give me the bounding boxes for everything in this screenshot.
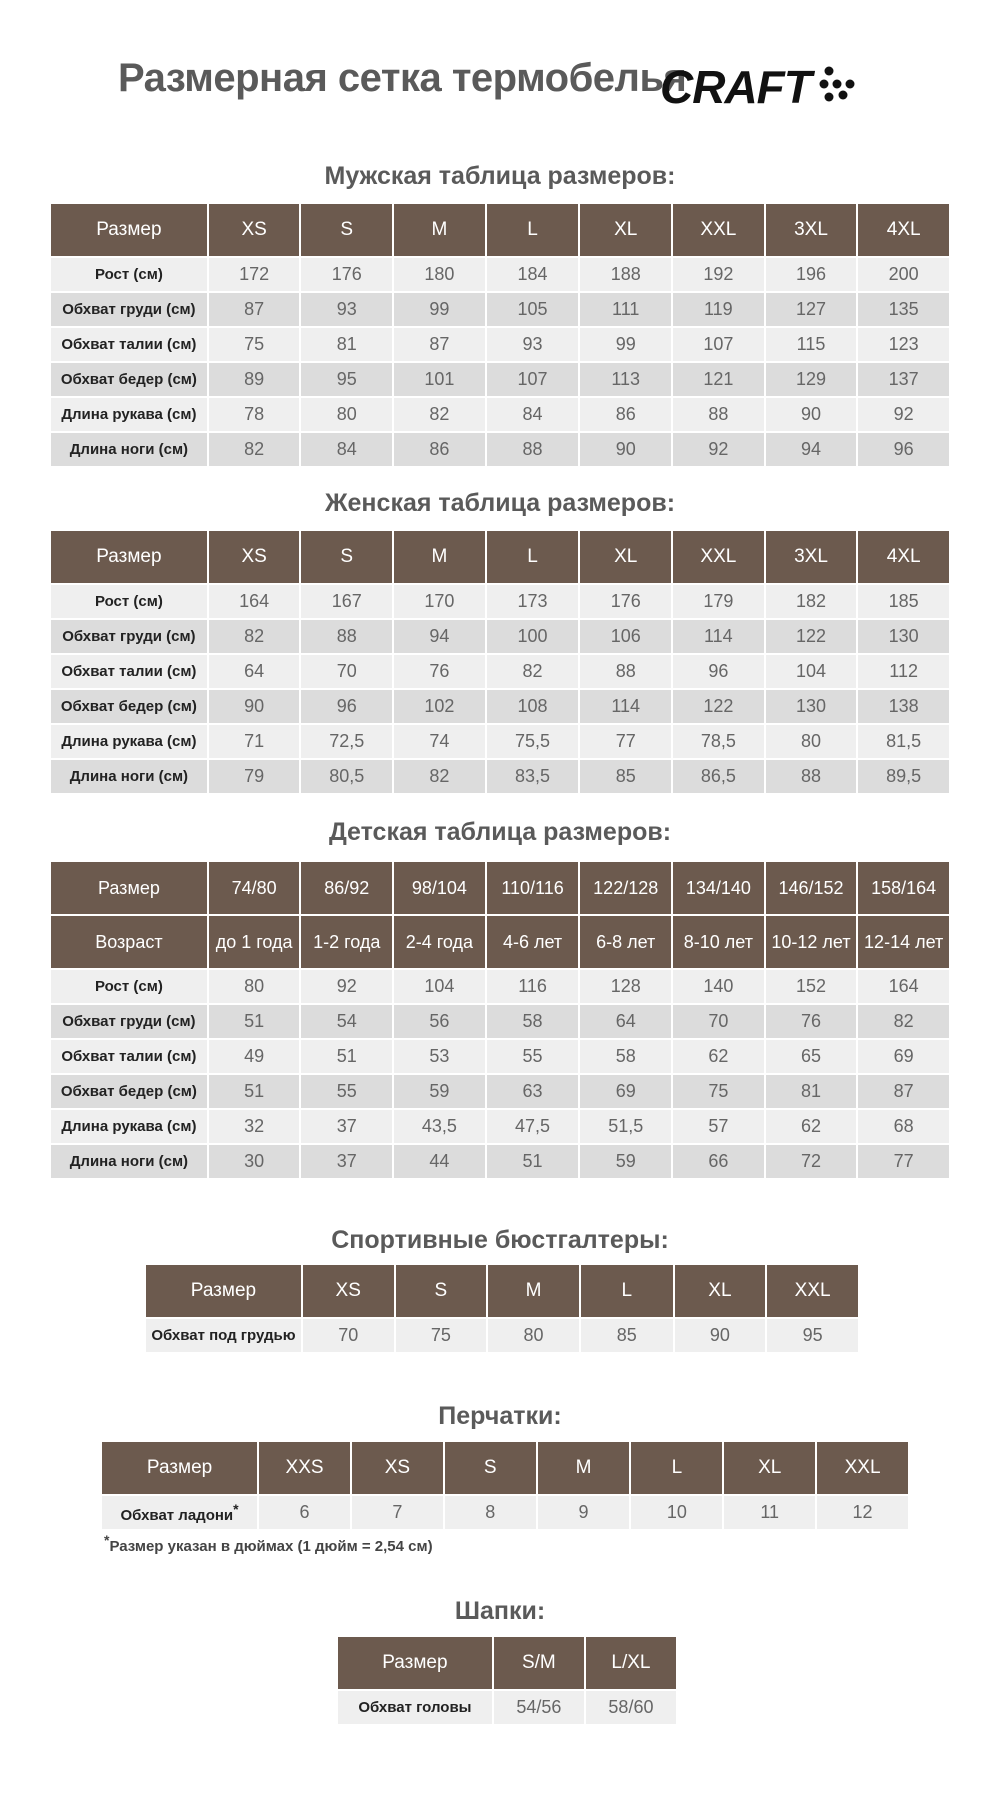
value-cell: 78,5 (673, 725, 764, 760)
value-cell: 92 (858, 398, 949, 433)
value-cell: 121 (673, 363, 764, 398)
measurement-label-cell: Обхват бедер (см) (51, 363, 207, 398)
value-cell: 96 (673, 655, 764, 690)
value-cell: 58 (580, 1040, 671, 1075)
value-cell: 152 (766, 970, 857, 1005)
value-cell: 70 (301, 655, 392, 690)
value-cell: 106 (580, 620, 671, 655)
value-cell: 200 (858, 258, 949, 293)
value-cell: 86 (394, 433, 485, 468)
value-cell: 116 (487, 970, 579, 1005)
table-header-row (338, 1637, 676, 1691)
measurement-label-cell: Обхват бедер (см) (51, 690, 207, 725)
size-header-cell: L (487, 531, 579, 585)
table-row (51, 970, 949, 1005)
table-row (51, 363, 949, 398)
value-cell: 164 (858, 970, 949, 1005)
value-cell: 78 (209, 398, 300, 433)
value-cell: 54 (301, 1005, 392, 1040)
table-row (51, 1005, 949, 1040)
value-cell: 95 (301, 363, 392, 398)
size-header-cell: XS (303, 1265, 394, 1319)
measurement-label-cell: Обхват головы (338, 1691, 492, 1726)
measurement-label-cell: Обхват груди (см) (51, 293, 207, 328)
size-header-cell: XXL (673, 204, 764, 258)
value-cell: 122 (673, 690, 764, 725)
table-row (51, 398, 949, 433)
measurement-label-cell: Обхват талии (см) (51, 328, 207, 363)
value-cell: 94 (394, 620, 485, 655)
value-cell: 108 (487, 690, 579, 725)
size-header-cell: XL (580, 204, 671, 258)
size-header-cell: L/XL (586, 1637, 676, 1691)
table-row (51, 1145, 949, 1180)
value-cell: 80 (301, 398, 392, 433)
header-label-cell: Размер (51, 862, 207, 916)
size-header-cell: XL (580, 531, 671, 585)
value-cell: 54/56 (494, 1691, 584, 1726)
value-cell: 58/60 (586, 1691, 676, 1726)
value-cell: 80 (766, 725, 857, 760)
value-cell: 70 (303, 1319, 394, 1354)
size-header-cell: 74/80 (209, 862, 300, 916)
measurement-label-cell: Обхват груди (см) (51, 1005, 207, 1040)
size-header-cell: XL (675, 1265, 766, 1319)
men-section-title: Мужская таблица размеров: (324, 162, 676, 190)
size-header-cell: 146/152 (766, 862, 857, 916)
footnote-marker: * (104, 1532, 110, 1548)
value-cell: 80 (488, 1319, 579, 1354)
size-header-cell: XL (724, 1442, 815, 1496)
value-cell: 51 (209, 1005, 300, 1040)
value-cell: 87 (209, 293, 300, 328)
value-cell: 167 (301, 585, 392, 620)
value-cell: 137 (858, 363, 949, 398)
value-cell: 90 (766, 398, 857, 433)
value-cell: 51,5 (580, 1110, 671, 1145)
header-label-cell: Размер (338, 1637, 492, 1691)
table-header-row (51, 531, 949, 585)
value-cell: 173 (487, 585, 579, 620)
value-cell: 77 (580, 725, 671, 760)
value-cell: 59 (394, 1075, 485, 1110)
size-header-cell: 3XL (766, 531, 857, 585)
value-cell: 114 (673, 620, 764, 655)
value-cell: 170 (394, 585, 485, 620)
table-header-row (146, 1265, 858, 1319)
header-label-cell: Размер (51, 531, 207, 585)
value-cell: 105 (487, 293, 579, 328)
measurement-label-cell: Обхват бедер (см) (51, 1075, 207, 1110)
value-cell: 80,5 (301, 760, 392, 795)
value-cell: 75 (673, 1075, 764, 1110)
value-cell: 44 (394, 1145, 485, 1180)
size-header-cell: 2-4 года (394, 916, 485, 970)
value-cell: 184 (487, 258, 579, 293)
size-header-cell: L (581, 1265, 673, 1319)
value-cell: 96 (301, 690, 392, 725)
table-row (338, 1691, 676, 1726)
measurement-label-cell: Рост (см) (51, 585, 207, 620)
footnote-marker: * (233, 1501, 239, 1517)
value-cell: 58 (487, 1005, 579, 1040)
size-header-cell: 4XL (858, 204, 949, 258)
size-header-cell: XXL (673, 531, 764, 585)
value-cell: 47,5 (487, 1110, 579, 1145)
footnote-text: Размер указан в дюймах (1 дюйм = 2,54 см) (109, 1538, 433, 1555)
value-cell: 88 (766, 760, 857, 795)
size-header-cell: XS (209, 531, 300, 585)
value-cell: 62 (766, 1110, 857, 1145)
value-cell: 82 (209, 620, 300, 655)
value-cell: 96 (858, 433, 949, 468)
size-header-cell: M (394, 531, 485, 585)
size-header-cell: M (538, 1442, 630, 1496)
measurement-label-cell: Длина ноги (см) (51, 433, 207, 468)
value-cell: 56 (394, 1005, 485, 1040)
size-header-cell: S/M (494, 1637, 584, 1691)
value-cell: 10 (631, 1496, 722, 1531)
value-cell: 113 (580, 363, 671, 398)
value-cell: 135 (858, 293, 949, 328)
table-header-row (51, 916, 949, 970)
size-header-cell: 86/92 (301, 862, 392, 916)
value-cell: 77 (858, 1145, 949, 1180)
value-cell: 65 (766, 1040, 857, 1075)
value-cell: 74 (394, 725, 485, 760)
value-cell: 119 (673, 293, 764, 328)
table-header-row (51, 204, 949, 258)
value-cell: 64 (580, 1005, 671, 1040)
value-cell: 82 (487, 655, 579, 690)
header-label-cell: Возраст (51, 916, 207, 970)
value-cell: 64 (209, 655, 300, 690)
size-header-cell: 10-12 лет (766, 916, 857, 970)
value-cell: 82 (394, 398, 485, 433)
size-header-cell: S (301, 531, 392, 585)
size-header-cell: M (488, 1265, 579, 1319)
header-label-cell: Размер (146, 1265, 301, 1319)
value-cell: 70 (673, 1005, 764, 1040)
value-cell: 130 (858, 620, 949, 655)
size-header-cell: 1-2 года (301, 916, 392, 970)
page-title: Размерная сетка термобелья (118, 56, 687, 100)
value-cell: 49 (209, 1040, 300, 1075)
table-row (51, 433, 949, 468)
table-row (51, 725, 949, 760)
value-cell: 86,5 (673, 760, 764, 795)
table-row (102, 1496, 908, 1531)
value-cell: 164 (209, 585, 300, 620)
size-header-cell: XXS (259, 1442, 350, 1496)
value-cell: 101 (394, 363, 485, 398)
table-header-row (51, 862, 949, 916)
value-cell: 81 (301, 328, 392, 363)
size-header-cell: 8-10 лет (673, 916, 764, 970)
value-cell: 53 (394, 1040, 485, 1075)
measurement-label-cell: Длина рукава (см) (51, 398, 207, 433)
value-cell: 93 (487, 328, 579, 363)
value-cell: 76 (394, 655, 485, 690)
value-cell: 80 (209, 970, 300, 1005)
value-cell: 83,5 (487, 760, 579, 795)
size-header-cell: XXL (817, 1442, 908, 1496)
value-cell: 100 (487, 620, 579, 655)
measurement-label-cell: Обхват талии (см) (51, 655, 207, 690)
measurement-label-cell: Обхват груди (см) (51, 620, 207, 655)
value-cell: 82 (209, 433, 300, 468)
value-cell: 11 (724, 1496, 815, 1531)
value-cell: 9 (538, 1496, 630, 1531)
size-header-cell: 134/140 (673, 862, 764, 916)
measurement-label-cell: Длина рукава (см) (51, 1110, 207, 1145)
value-cell: 107 (673, 328, 764, 363)
value-cell: 72 (766, 1145, 857, 1180)
value-cell: 89,5 (858, 760, 949, 795)
value-cell: 6 (259, 1496, 350, 1531)
value-cell: 122 (766, 620, 857, 655)
header-label-cell: Размер (51, 204, 207, 258)
value-cell: 130 (766, 690, 857, 725)
size-header-cell: L (487, 204, 579, 258)
value-cell: 43,5 (394, 1110, 485, 1145)
value-cell: 88 (580, 655, 671, 690)
value-cell: 94 (766, 433, 857, 468)
size-header-cell: S (396, 1265, 487, 1319)
value-cell: 76 (766, 1005, 857, 1040)
value-cell: 75 (396, 1319, 487, 1354)
measurement-label-cell: Обхват талии (см) (51, 1040, 207, 1075)
size-header-cell: XS (352, 1442, 443, 1496)
value-cell: 107 (487, 363, 579, 398)
table-row (51, 293, 949, 328)
value-cell: 82 (394, 760, 485, 795)
women-section-title: Женская таблица размеров: (324, 489, 676, 517)
value-cell: 85 (581, 1319, 673, 1354)
table-row (51, 1110, 949, 1145)
table-row (51, 620, 949, 655)
value-cell: 87 (394, 328, 485, 363)
value-cell: 172 (209, 258, 300, 293)
value-cell: 196 (766, 258, 857, 293)
measurement-label-cell: Рост (см) (51, 258, 207, 293)
value-cell: 84 (487, 398, 579, 433)
hats-size-table (336, 1637, 678, 1726)
value-cell: 140 (673, 970, 764, 1005)
men-size-table (49, 204, 951, 468)
kids-size-table (49, 862, 951, 1180)
value-cell: 69 (858, 1040, 949, 1075)
value-cell: 8 (445, 1496, 536, 1531)
measurement-label-text: Обхват ладони (120, 1507, 234, 1524)
size-header-cell: 110/116 (487, 862, 579, 916)
size-header-cell: 122/128 (580, 862, 671, 916)
value-cell: 104 (394, 970, 485, 1005)
value-cell: 85 (580, 760, 671, 795)
value-cell: 102 (394, 690, 485, 725)
value-cell: 90 (580, 433, 671, 468)
value-cell: 127 (766, 293, 857, 328)
value-cell: 138 (858, 690, 949, 725)
size-header-cell: 3XL (766, 204, 857, 258)
value-cell: 51 (487, 1145, 579, 1180)
measurement-label-cell: Длина ноги (см) (51, 760, 207, 795)
value-cell: 51 (301, 1040, 392, 1075)
value-cell: 75,5 (487, 725, 579, 760)
gloves-footnote (104, 1532, 433, 1555)
table-row (51, 655, 949, 690)
value-cell: 112 (858, 655, 949, 690)
table-row (51, 328, 949, 363)
value-cell: 68 (858, 1110, 949, 1145)
value-cell: 88 (673, 398, 764, 433)
table-row (51, 760, 949, 795)
value-cell: 81,5 (858, 725, 949, 760)
value-cell: 63 (487, 1075, 579, 1110)
kids-section-title: Детская таблица размеров: (328, 818, 672, 846)
women-size-table (49, 531, 951, 795)
table-row (146, 1319, 858, 1354)
value-cell: 55 (301, 1075, 392, 1110)
value-cell: 111 (580, 293, 671, 328)
value-cell: 7 (352, 1496, 443, 1531)
value-cell: 88 (301, 620, 392, 655)
value-cell: 176 (580, 585, 671, 620)
size-header-cell: M (394, 204, 485, 258)
measurement-label-cell: Рост (см) (51, 970, 207, 1005)
value-cell: 114 (580, 690, 671, 725)
brand-logo (660, 60, 861, 114)
measurement-label-cell (102, 1496, 257, 1531)
value-cell: 192 (673, 258, 764, 293)
value-cell: 79 (209, 760, 300, 795)
table-row (51, 690, 949, 725)
page-header (0, 56, 1000, 116)
brand-dots-icon (819, 65, 861, 107)
value-cell: 84 (301, 433, 392, 468)
value-cell: 185 (858, 585, 949, 620)
size-header-cell: 158/164 (858, 862, 949, 916)
value-cell: 90 (675, 1319, 766, 1354)
value-cell: 62 (673, 1040, 764, 1075)
value-cell: 179 (673, 585, 764, 620)
value-cell: 82 (858, 1005, 949, 1040)
table-header-row (102, 1442, 908, 1496)
size-header-cell: 98/104 (394, 862, 485, 916)
value-cell: 92 (673, 433, 764, 468)
value-cell: 75 (209, 328, 300, 363)
value-cell: 115 (766, 328, 857, 363)
size-header-cell: до 1 года (209, 916, 300, 970)
value-cell: 30 (209, 1145, 300, 1180)
value-cell: 176 (301, 258, 392, 293)
hats-section-title: Шапки: (454, 1597, 546, 1625)
gloves-section-title: Перчатки: (438, 1402, 562, 1430)
value-cell: 72,5 (301, 725, 392, 760)
size-header-cell: XS (209, 204, 300, 258)
value-cell: 123 (858, 328, 949, 363)
size-header-cell: 4XL (858, 531, 949, 585)
value-cell: 88 (487, 433, 579, 468)
bras-size-table (144, 1265, 860, 1354)
value-cell: 89 (209, 363, 300, 398)
measurement-label-cell: Длина ноги (см) (51, 1145, 207, 1180)
gloves-size-table (100, 1442, 910, 1531)
value-cell: 55 (487, 1040, 579, 1075)
brand-logo-text: CRAFT (660, 61, 811, 113)
value-cell: 37 (301, 1145, 392, 1180)
value-cell: 12 (817, 1496, 908, 1531)
value-cell: 37 (301, 1110, 392, 1145)
value-cell: 57 (673, 1110, 764, 1145)
value-cell: 104 (766, 655, 857, 690)
bras-section-title: Спортивные бюстгалтеры: (331, 1226, 669, 1254)
value-cell: 128 (580, 970, 671, 1005)
size-header-cell: 4-6 лет (487, 916, 579, 970)
value-cell: 95 (767, 1319, 858, 1354)
table-row (51, 258, 949, 293)
value-cell: 99 (394, 293, 485, 328)
table-row (51, 1040, 949, 1075)
value-cell: 86 (580, 398, 671, 433)
header-label-cell: Размер (102, 1442, 257, 1496)
value-cell: 99 (580, 328, 671, 363)
measurement-label-cell: Обхват под грудью (146, 1319, 301, 1354)
value-cell: 129 (766, 363, 857, 398)
value-cell: 182 (766, 585, 857, 620)
table-row (51, 1075, 949, 1110)
value-cell: 71 (209, 725, 300, 760)
size-header-cell: XXL (767, 1265, 858, 1319)
value-cell: 87 (858, 1075, 949, 1110)
value-cell: 59 (580, 1145, 671, 1180)
value-cell: 188 (580, 258, 671, 293)
size-header-cell: S (301, 204, 392, 258)
size-header-cell: 6-8 лет (580, 916, 671, 970)
table-row (51, 585, 949, 620)
value-cell: 81 (766, 1075, 857, 1110)
size-header-cell: S (445, 1442, 536, 1496)
value-cell: 92 (301, 970, 392, 1005)
value-cell: 180 (394, 258, 485, 293)
value-cell: 93 (301, 293, 392, 328)
value-cell: 32 (209, 1110, 300, 1145)
value-cell: 69 (580, 1075, 671, 1110)
size-header-cell: 12-14 лет (858, 916, 949, 970)
measurement-label-cell: Длина рукава (см) (51, 725, 207, 760)
value-cell: 90 (209, 690, 300, 725)
value-cell: 51 (209, 1075, 300, 1110)
value-cell: 66 (673, 1145, 764, 1180)
size-header-cell: L (631, 1442, 722, 1496)
